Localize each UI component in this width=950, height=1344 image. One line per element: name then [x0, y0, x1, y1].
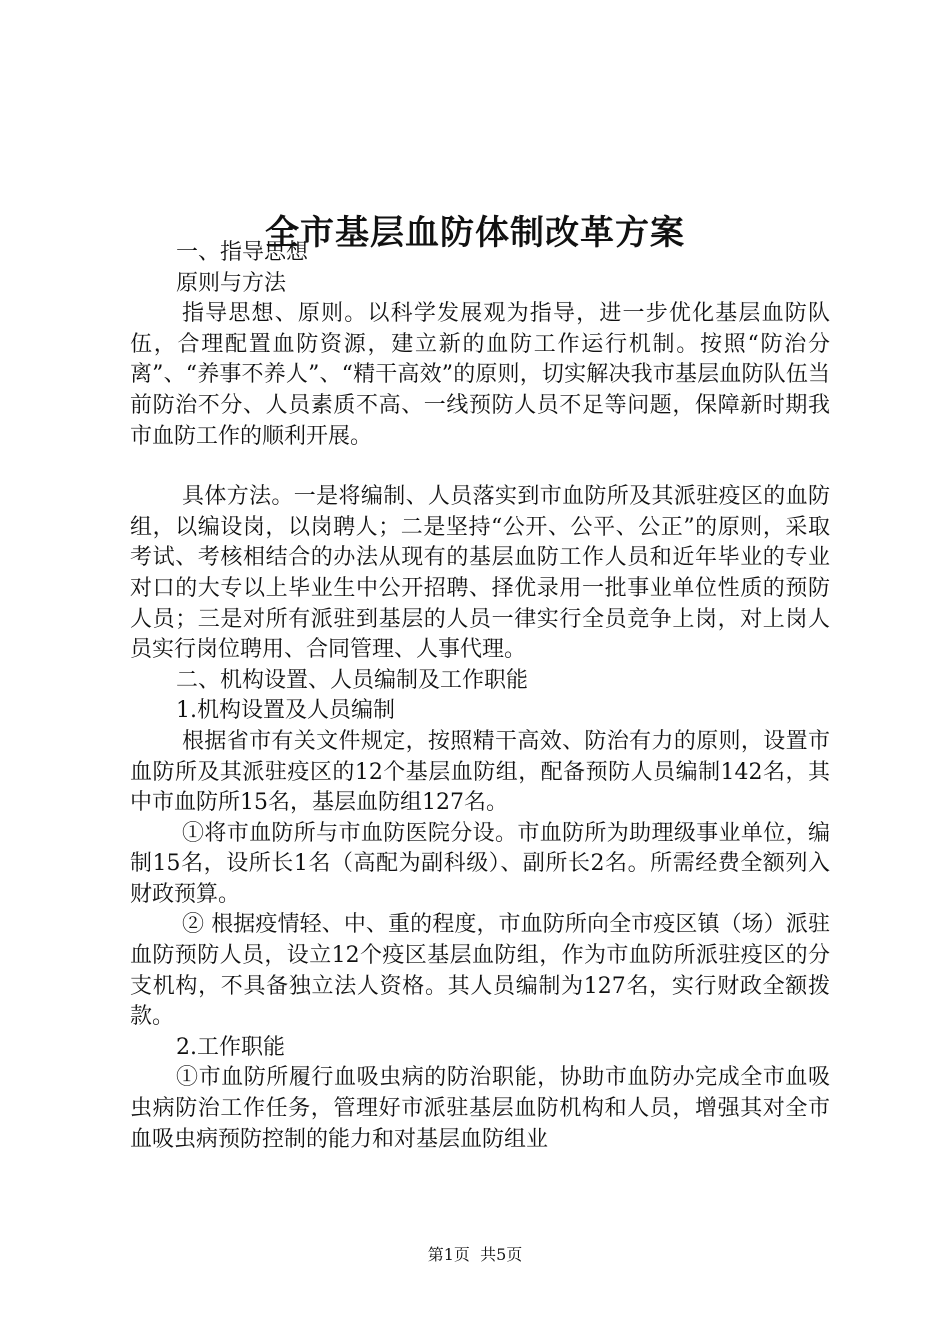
- page-total: 共5页: [480, 1245, 523, 1264]
- paragraph-guiding-principles: 指导思想、原则。以科学发展观为指导，进一步优化基层血防队伍，合理配置血防资源，建立新的血防工作运行机制。按照“防治分离”、“养事不养人”、“精干高效”的原则，切实解决我市基层血防队伍当前防治不分、人员素质不高、一线预防人员不足等问题，保障新时期我市血防工作的顺利开展。: [130, 301, 830, 449]
- paragraph-spacer: [130, 452, 830, 482]
- subheading-organization-staffing: 1.机构设置及人员编制: [176, 698, 395, 724]
- document-title: 全市基层血防体制改革方案: [265, 212, 685, 253]
- paragraph-staffing-basis: 根据省市有关文件规定，按照精干高效、防治有力的原则，设置市血防所及其派驻疫区的12个基层血防组，配备预防人员编制142名，其中市血防所15名，基层血防组127名。: [130, 728, 830, 816]
- paragraph-functions-item-1: ①市血防所履行血吸虫病的防治职能，协助市血防办完成全市血吸虫病防治工作任务，管理好市派驻基层血防机构和人员，增强其对全市血吸虫病预防控制的能力和对基层血防组业: [130, 1065, 830, 1152]
- paragraph-item-2: ② 根据疫情轻、中、重的程度，市血防所向全市疫区镇（场）派驻血防预防人员，设立12个疫区基层血防组，作为市血防所派驻疫区的分支机构，不具备独立法人资格。其人员编制为127名，实行财政全额拨款。: [130, 912, 830, 1030]
- subheading-principles-methods: 原则与方法: [176, 270, 287, 296]
- page-number: 第1页: [427, 1245, 470, 1264]
- page-footer: [0, 1244, 950, 1266]
- document-body: [130, 238, 830, 1155]
- section-heading-organization: 二、机构设置、人员编制及工作职能: [176, 667, 529, 693]
- section-heading-guiding-ideology: 一、指导思想: [176, 240, 309, 265]
- subheading-work-functions: 2.工作职能: [176, 1034, 285, 1060]
- paragraph-item-1: ①将市血防所与市血防医院分设。市血防所为助理级事业单位，编制15名，设所长1名（高配为副科级）、副所长2名。所需经费全额列入财政预算。: [130, 820, 830, 907]
- paragraph-specific-methods: 具体方法。一是将编制、人员落实到市血防所及其派驻疫区的血防组，以编设岗，以岗聘人；二是坚持“公开、公平、公正”的原则，采取考试、考核相结合的办法从现有的基层血防工作人员和近年毕业的专业对口的大专以上毕业生中公开招聘、择优录用一批事业单位性质的预防人员；三是对所有派驻到基层的人员一律实行全员竞争上岗，对上岗人员实行岗位聘用、合同管理、人事代理。: [130, 484, 830, 663]
